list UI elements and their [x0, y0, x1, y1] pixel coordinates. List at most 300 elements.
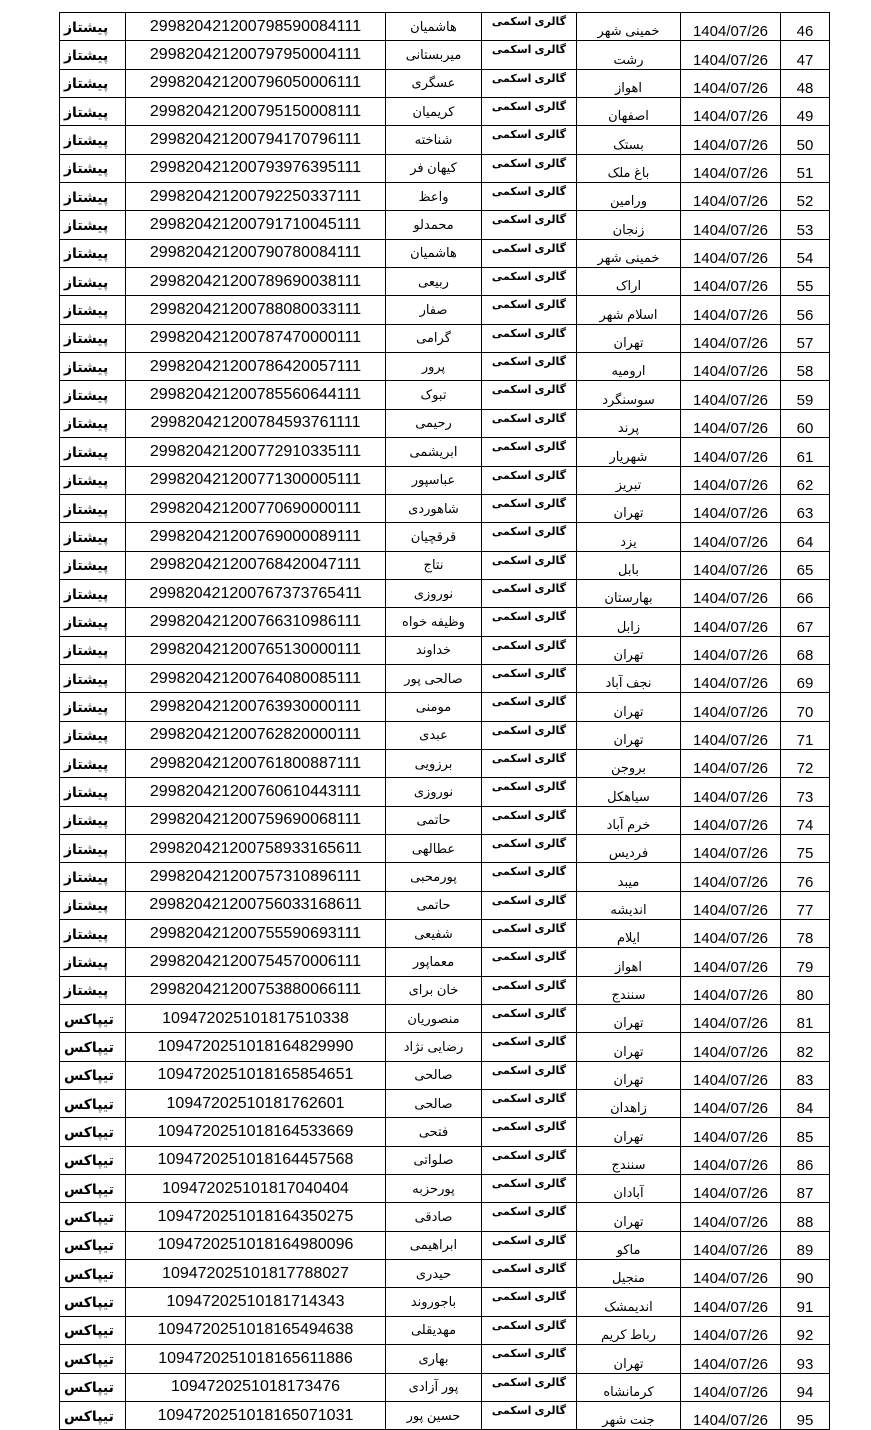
sender-cell: گالری اسکمی [482, 863, 577, 891]
city-cell: آبادان [577, 1175, 681, 1203]
city-cell: خرم آباد [577, 806, 681, 834]
date-cell: 1404/07/26 [681, 948, 781, 976]
tracking-number-cell: 299820421200758933165611 [126, 834, 386, 862]
recipient-name-cell: میربستانی [386, 41, 482, 69]
date-cell: 1404/07/26 [681, 211, 781, 239]
recipient-name-cell: بهاری [386, 1345, 482, 1373]
table-row [60, 693, 830, 721]
row-number-cell: 50 [781, 126, 830, 154]
city-cell: باغ ملک [577, 154, 681, 182]
shipping-method-cell: پیشتاز [60, 920, 126, 948]
city-cell: میبد [577, 863, 681, 891]
row-number-cell: 94 [781, 1373, 830, 1401]
recipient-name-cell: شاهوردی [386, 494, 482, 522]
tracking-number-cell: 1094720251018165611886 [126, 1345, 386, 1373]
sender-cell: گالری اسکمی [482, 381, 577, 409]
row-number-cell: 82 [781, 1033, 830, 1061]
date-cell: 1404/07/26 [681, 1260, 781, 1288]
tracking-number-cell: 299820421200790780084111 [126, 239, 386, 267]
sender-cell: گالری اسکمی [482, 749, 577, 777]
date-cell: 1404/07/26 [681, 636, 781, 664]
sender-cell: گالری اسکمی [482, 920, 577, 948]
recipient-name-cell: تبوک [386, 381, 482, 409]
city-cell: سنندج [577, 976, 681, 1004]
sender-cell: گالری اسکمی [482, 948, 577, 976]
row-number-cell: 73 [781, 778, 830, 806]
tracking-number-cell: 299820421200755590693111 [126, 920, 386, 948]
row-number-cell: 54 [781, 239, 830, 267]
city-cell: تهران [577, 1118, 681, 1146]
shipping-method-cell: تیپاکس [60, 1203, 126, 1231]
shipping-method-cell: تیپاکس [60, 1033, 126, 1061]
row-number-cell: 53 [781, 211, 830, 239]
row-number-cell: 93 [781, 1345, 830, 1373]
table-row [60, 1345, 830, 1373]
sender-cell: گالری اسکمی [482, 1373, 577, 1401]
shipping-method-cell: پیشتاز [60, 834, 126, 862]
shipping-method-cell: تیپاکس [60, 1345, 126, 1373]
tracking-number-cell: 1094720251018165854651 [126, 1061, 386, 1089]
recipient-name-cell: قرقچیان [386, 523, 482, 551]
tracking-number-cell: 299820421200787470000111 [126, 324, 386, 352]
date-cell: 1404/07/26 [681, 551, 781, 579]
date-cell: 1404/07/26 [681, 1005, 781, 1033]
date-cell: 1404/07/26 [681, 1316, 781, 1344]
table-row [60, 778, 830, 806]
city-cell: کرمانشاه [577, 1373, 681, 1401]
sender-cell: گالری اسکمی [482, 806, 577, 834]
table-row [60, 664, 830, 692]
table-row [60, 523, 830, 551]
city-cell: اصفهان [577, 98, 681, 126]
city-cell: تهران [577, 1203, 681, 1231]
sender-cell: گالری اسکمی [482, 1345, 577, 1373]
sender-cell: گالری اسکمی [482, 239, 577, 267]
city-cell: رشت [577, 41, 681, 69]
tracking-number-cell: 299820421200791710045111 [126, 211, 386, 239]
row-number-cell: 51 [781, 154, 830, 182]
row-number-cell: 81 [781, 1005, 830, 1033]
sender-cell: گالری اسکمی [482, 69, 577, 97]
tracking-number-cell: 299820421200772910335111 [126, 438, 386, 466]
row-number-cell: 79 [781, 948, 830, 976]
shipping-method-cell: پیشتاز [60, 636, 126, 664]
city-cell: اهواز [577, 948, 681, 976]
row-number-cell: 91 [781, 1288, 830, 1316]
table-row [60, 1260, 830, 1288]
shipping-method-cell: پیشتاز [60, 296, 126, 324]
sender-cell: گالری اسکمی [482, 494, 577, 522]
table-row [60, 948, 830, 976]
shipping-method-cell: تیپاکس [60, 1061, 126, 1089]
table-row [60, 239, 830, 267]
date-cell: 1404/07/26 [681, 806, 781, 834]
table-row [60, 721, 830, 749]
row-number-cell: 74 [781, 806, 830, 834]
row-number-cell: 75 [781, 834, 830, 862]
tracking-number-cell: 299820421200784593761111 [126, 409, 386, 437]
shipping-method-cell: پیشتاز [60, 268, 126, 296]
sender-cell: گالری اسکمی [482, 551, 577, 579]
date-cell: 1404/07/26 [681, 1118, 781, 1146]
recipient-name-cell: وظیفه خواه [386, 608, 482, 636]
row-number-cell: 67 [781, 608, 830, 636]
shipping-method-cell: تیپاکس [60, 1231, 126, 1259]
tracking-number-cell: 299820421200762820000111 [126, 721, 386, 749]
table-row [60, 466, 830, 494]
row-number-cell: 80 [781, 976, 830, 1004]
city-cell: ماکو [577, 1231, 681, 1259]
table-row [60, 976, 830, 1004]
recipient-name-cell: برزویی [386, 749, 482, 777]
city-cell: تهران [577, 636, 681, 664]
recipient-name-cell: عطالهی [386, 834, 482, 862]
date-cell: 1404/07/26 [681, 608, 781, 636]
date-cell: 1404/07/26 [681, 1061, 781, 1089]
tracking-number-cell: 299820421200786420057111 [126, 353, 386, 381]
date-cell: 1404/07/26 [681, 353, 781, 381]
date-cell: 1404/07/26 [681, 1401, 781, 1429]
tracking-number-cell: 299820421200770690000111 [126, 494, 386, 522]
date-cell: 1404/07/26 [681, 324, 781, 352]
table-row [60, 749, 830, 777]
shipping-method-cell: تیپاکس [60, 1118, 126, 1146]
shipping-method-cell: تیپاکس [60, 1316, 126, 1344]
shipping-method-cell: پیشتاز [60, 721, 126, 749]
row-number-cell: 55 [781, 268, 830, 296]
table-row [60, 126, 830, 154]
shipping-method-cell: پیشتاز [60, 778, 126, 806]
row-number-cell: 77 [781, 891, 830, 919]
sender-cell: گالری اسکمی [482, 13, 577, 41]
shipping-method-cell: پیشتاز [60, 69, 126, 97]
city-cell: اراک [577, 268, 681, 296]
table-row [60, 834, 830, 862]
shipping-method-cell: پیشتاز [60, 211, 126, 239]
tracking-number-cell: 299820421200771300005111 [126, 466, 386, 494]
shipping-method-cell: پیشتاز [60, 13, 126, 41]
date-cell: 1404/07/26 [681, 41, 781, 69]
sender-cell: گالری اسکمی [482, 1288, 577, 1316]
sender-cell: گالری اسکمی [482, 1118, 577, 1146]
recipient-name-cell: واعظ [386, 183, 482, 211]
date-cell: 1404/07/26 [681, 749, 781, 777]
shipping-method-cell: پیشتاز [60, 126, 126, 154]
table-row [60, 1005, 830, 1033]
shipping-method-cell: تیپاکس [60, 1401, 126, 1429]
recipient-name-cell: کیهان فر [386, 154, 482, 182]
sender-cell: گالری اسکمی [482, 1146, 577, 1174]
shipping-method-cell: پیشتاز [60, 891, 126, 919]
shipping-method-cell: تیپاکس [60, 1260, 126, 1288]
sender-cell: گالری اسکمی [482, 579, 577, 607]
row-number-cell: 71 [781, 721, 830, 749]
sender-cell: گالری اسکمی [482, 636, 577, 664]
table-row [60, 551, 830, 579]
tracking-number-cell: 299820421200767373765411 [126, 579, 386, 607]
tracking-number-cell: 299820421200764080085111 [126, 664, 386, 692]
city-cell: ارومیه [577, 353, 681, 381]
city-cell: بهارستان [577, 579, 681, 607]
city-cell: رباط کریم [577, 1316, 681, 1344]
tracking-number-cell: 299820421200769000089111 [126, 523, 386, 551]
tracking-number-cell: 1094720251018164980096 [126, 1231, 386, 1259]
shipping-method-cell: پیشتاز [60, 863, 126, 891]
date-cell: 1404/07/26 [681, 920, 781, 948]
sender-cell: گالری اسکمی [482, 1260, 577, 1288]
table-row [60, 381, 830, 409]
tracking-number-cell: 299820421200796050006111 [126, 69, 386, 97]
tracking-number-cell: 1094720251018173476 [126, 1373, 386, 1401]
shipments-table [59, 12, 830, 1430]
recipient-name-cell: محمدلو [386, 211, 482, 239]
city-cell: تبریز [577, 466, 681, 494]
sender-cell: گالری اسکمی [482, 296, 577, 324]
table-row [60, 438, 830, 466]
shipping-method-cell: پیشتاز [60, 466, 126, 494]
recipient-name-cell: نتاج [386, 551, 482, 579]
row-number-cell: 56 [781, 296, 830, 324]
date-cell: 1404/07/26 [681, 1345, 781, 1373]
city-cell: خمینی شهر [577, 13, 681, 41]
date-cell: 1404/07/26 [681, 438, 781, 466]
shipping-method-cell: پیشتاز [60, 579, 126, 607]
recipient-name-cell: ربیعی [386, 268, 482, 296]
tracking-number-cell: 1094720251018164533669 [126, 1118, 386, 1146]
table-row [60, 324, 830, 352]
table-row [60, 1203, 830, 1231]
tracking-number-cell: 299820421200788080033111 [126, 296, 386, 324]
recipient-name-cell: حسین پور [386, 1401, 482, 1429]
row-number-cell: 86 [781, 1146, 830, 1174]
table-row [60, 579, 830, 607]
row-number-cell: 72 [781, 749, 830, 777]
table-row [60, 891, 830, 919]
sender-cell: گالری اسکمی [482, 1033, 577, 1061]
recipient-name-cell: نوروزی [386, 579, 482, 607]
sender-cell: گالری اسکمی [482, 211, 577, 239]
sender-cell: گالری اسکمی [482, 523, 577, 551]
recipient-name-cell: معماپور [386, 948, 482, 976]
row-number-cell: 46 [781, 13, 830, 41]
shipping-method-cell: تیپاکس [60, 1373, 126, 1401]
table-row [60, 1146, 830, 1174]
city-cell: اهواز [577, 69, 681, 97]
city-cell: بابل [577, 551, 681, 579]
sender-cell: گالری اسکمی [482, 268, 577, 296]
date-cell: 1404/07/26 [681, 778, 781, 806]
shipping-method-cell: پیشتاز [60, 324, 126, 352]
sender-cell: گالری اسکمی [482, 324, 577, 352]
row-number-cell: 57 [781, 324, 830, 352]
sender-cell: گالری اسکمی [482, 1231, 577, 1259]
tracking-number-cell: 299820421200753880066111 [126, 976, 386, 1004]
shipping-method-cell: پیشتاز [60, 749, 126, 777]
city-cell: تهران [577, 324, 681, 352]
tracking-number-cell: 1094720251018165071031 [126, 1401, 386, 1429]
sender-cell: گالری اسکمی [482, 126, 577, 154]
row-number-cell: 48 [781, 69, 830, 97]
city-cell: ایلام [577, 920, 681, 948]
recipient-name-cell: حاتمی [386, 806, 482, 834]
row-number-cell: 62 [781, 466, 830, 494]
city-cell: بستک [577, 126, 681, 154]
date-cell: 1404/07/26 [681, 466, 781, 494]
city-cell: منجیل [577, 1260, 681, 1288]
table-row [60, 353, 830, 381]
table-row [60, 920, 830, 948]
date-cell: 1404/07/26 [681, 834, 781, 862]
table-row [60, 1373, 830, 1401]
sender-cell: گالری اسکمی [482, 1090, 577, 1118]
recipient-name-cell: ابریشمی [386, 438, 482, 466]
sender-cell: گالری اسکمی [482, 409, 577, 437]
sender-cell: گالری اسکمی [482, 98, 577, 126]
table-row [60, 1231, 830, 1259]
table-row [60, 13, 830, 41]
date-cell: 1404/07/26 [681, 664, 781, 692]
recipient-name-cell: صالحی پور [386, 664, 482, 692]
recipient-name-cell: عبدی [386, 721, 482, 749]
sender-cell: گالری اسکمی [482, 353, 577, 381]
date-cell: 1404/07/26 [681, 494, 781, 522]
recipient-name-cell: حیدری [386, 1260, 482, 1288]
shipping-method-cell: پیشتاز [60, 494, 126, 522]
row-number-cell: 84 [781, 1090, 830, 1118]
sender-cell: گالری اسکمی [482, 183, 577, 211]
date-cell: 1404/07/26 [681, 381, 781, 409]
date-cell: 1404/07/26 [681, 126, 781, 154]
shipping-method-cell: پیشتاز [60, 523, 126, 551]
sender-cell: گالری اسکمی [482, 1203, 577, 1231]
tracking-number-cell: 109472025101817510338 [126, 1005, 386, 1033]
date-cell: 1404/07/26 [681, 296, 781, 324]
sender-cell: گالری اسکمی [482, 1061, 577, 1089]
tracking-number-cell: 299820421200797950004111 [126, 41, 386, 69]
table-row [60, 296, 830, 324]
date-cell: 1404/07/26 [681, 1175, 781, 1203]
row-number-cell: 90 [781, 1260, 830, 1288]
sender-cell: گالری اسکمی [482, 664, 577, 692]
sender-cell: گالری اسکمی [482, 41, 577, 69]
date-cell: 1404/07/26 [681, 1231, 781, 1259]
sender-cell: گالری اسکمی [482, 154, 577, 182]
date-cell: 1404/07/26 [681, 721, 781, 749]
table-row [60, 268, 830, 296]
row-number-cell: 59 [781, 381, 830, 409]
tracking-number-cell: 299820421200761800887111 [126, 749, 386, 777]
city-cell: زابل [577, 608, 681, 636]
date-cell: 1404/07/26 [681, 239, 781, 267]
recipient-name-cell: رضایی نژاد [386, 1033, 482, 1061]
tracking-number-cell: 1094720251018164350275 [126, 1203, 386, 1231]
sender-cell: گالری اسکمی [482, 466, 577, 494]
sender-cell: گالری اسکمی [482, 721, 577, 749]
row-number-cell: 83 [781, 1061, 830, 1089]
recipient-name-cell: صادقی [386, 1203, 482, 1231]
recipient-name-cell: شناخته [386, 126, 482, 154]
sender-cell: گالری اسکمی [482, 693, 577, 721]
city-cell: خمینی شهر [577, 239, 681, 267]
sender-cell: گالری اسکمی [482, 1316, 577, 1344]
city-cell: پرند [577, 409, 681, 437]
tracking-number-cell: 299820421200763930000111 [126, 693, 386, 721]
date-cell: 1404/07/26 [681, 693, 781, 721]
recipient-name-cell: شفیعی [386, 920, 482, 948]
row-number-cell: 88 [781, 1203, 830, 1231]
shipping-method-cell: تیپاکس [60, 1005, 126, 1033]
shipping-method-cell: پیشتاز [60, 239, 126, 267]
recipient-name-cell: صالحی [386, 1061, 482, 1089]
shipping-method-cell: پیشتاز [60, 41, 126, 69]
recipient-name-cell: رحیمی [386, 409, 482, 437]
tracking-number-cell: 299820421200760610443111 [126, 778, 386, 806]
table-row [60, 41, 830, 69]
row-number-cell: 63 [781, 494, 830, 522]
sender-cell: گالری اسکمی [482, 1005, 577, 1033]
tracking-number-cell: 299820421200757310896111 [126, 863, 386, 891]
table-row [60, 1033, 830, 1061]
recipient-name-cell: پور آزادی [386, 1373, 482, 1401]
row-number-cell: 64 [781, 523, 830, 551]
shipping-method-cell: پیشتاز [60, 551, 126, 579]
recipient-name-cell: صفار [386, 296, 482, 324]
tracking-number-cell: 299820421200792250337111 [126, 183, 386, 211]
table-row [60, 863, 830, 891]
recipient-name-cell: مومنی [386, 693, 482, 721]
city-cell: ورامین [577, 183, 681, 211]
city-cell: سنندج [577, 1146, 681, 1174]
table-row [60, 183, 830, 211]
shipping-method-cell: پیشتاز [60, 976, 126, 1004]
table-row [60, 69, 830, 97]
sender-cell: گالری اسکمی [482, 834, 577, 862]
tracking-number-cell: 299820421200754570006111 [126, 948, 386, 976]
table-row [60, 409, 830, 437]
city-cell: نجف آباد [577, 664, 681, 692]
city-cell: جنت شهر [577, 1401, 681, 1429]
city-cell: تهران [577, 494, 681, 522]
sender-cell: گالری اسکمی [482, 1401, 577, 1429]
row-number-cell: 89 [781, 1231, 830, 1259]
shipping-method-cell: پیشتاز [60, 608, 126, 636]
recipient-name-cell: فتحی [386, 1118, 482, 1146]
date-cell: 1404/07/26 [681, 1033, 781, 1061]
table-row [60, 98, 830, 126]
date-cell: 1404/07/26 [681, 1146, 781, 1174]
row-number-cell: 76 [781, 863, 830, 891]
recipient-name-cell: گرامی [386, 324, 482, 352]
table-row [60, 608, 830, 636]
date-cell: 1404/07/26 [681, 1203, 781, 1231]
date-cell: 1404/07/26 [681, 863, 781, 891]
date-cell: 1404/07/26 [681, 13, 781, 41]
table-row [60, 1401, 830, 1429]
city-cell: تهران [577, 693, 681, 721]
date-cell: 1404/07/26 [681, 976, 781, 1004]
row-number-cell: 85 [781, 1118, 830, 1146]
shipping-method-cell: تیپاکس [60, 1146, 126, 1174]
date-cell: 1404/07/26 [681, 409, 781, 437]
table-row [60, 1061, 830, 1089]
recipient-name-cell: باجوروند [386, 1288, 482, 1316]
date-cell: 1404/07/26 [681, 268, 781, 296]
table-row [60, 636, 830, 664]
table-row [60, 211, 830, 239]
city-cell: شهریار [577, 438, 681, 466]
date-cell: 1404/07/26 [681, 1373, 781, 1401]
shipping-method-cell: پیشتاز [60, 409, 126, 437]
